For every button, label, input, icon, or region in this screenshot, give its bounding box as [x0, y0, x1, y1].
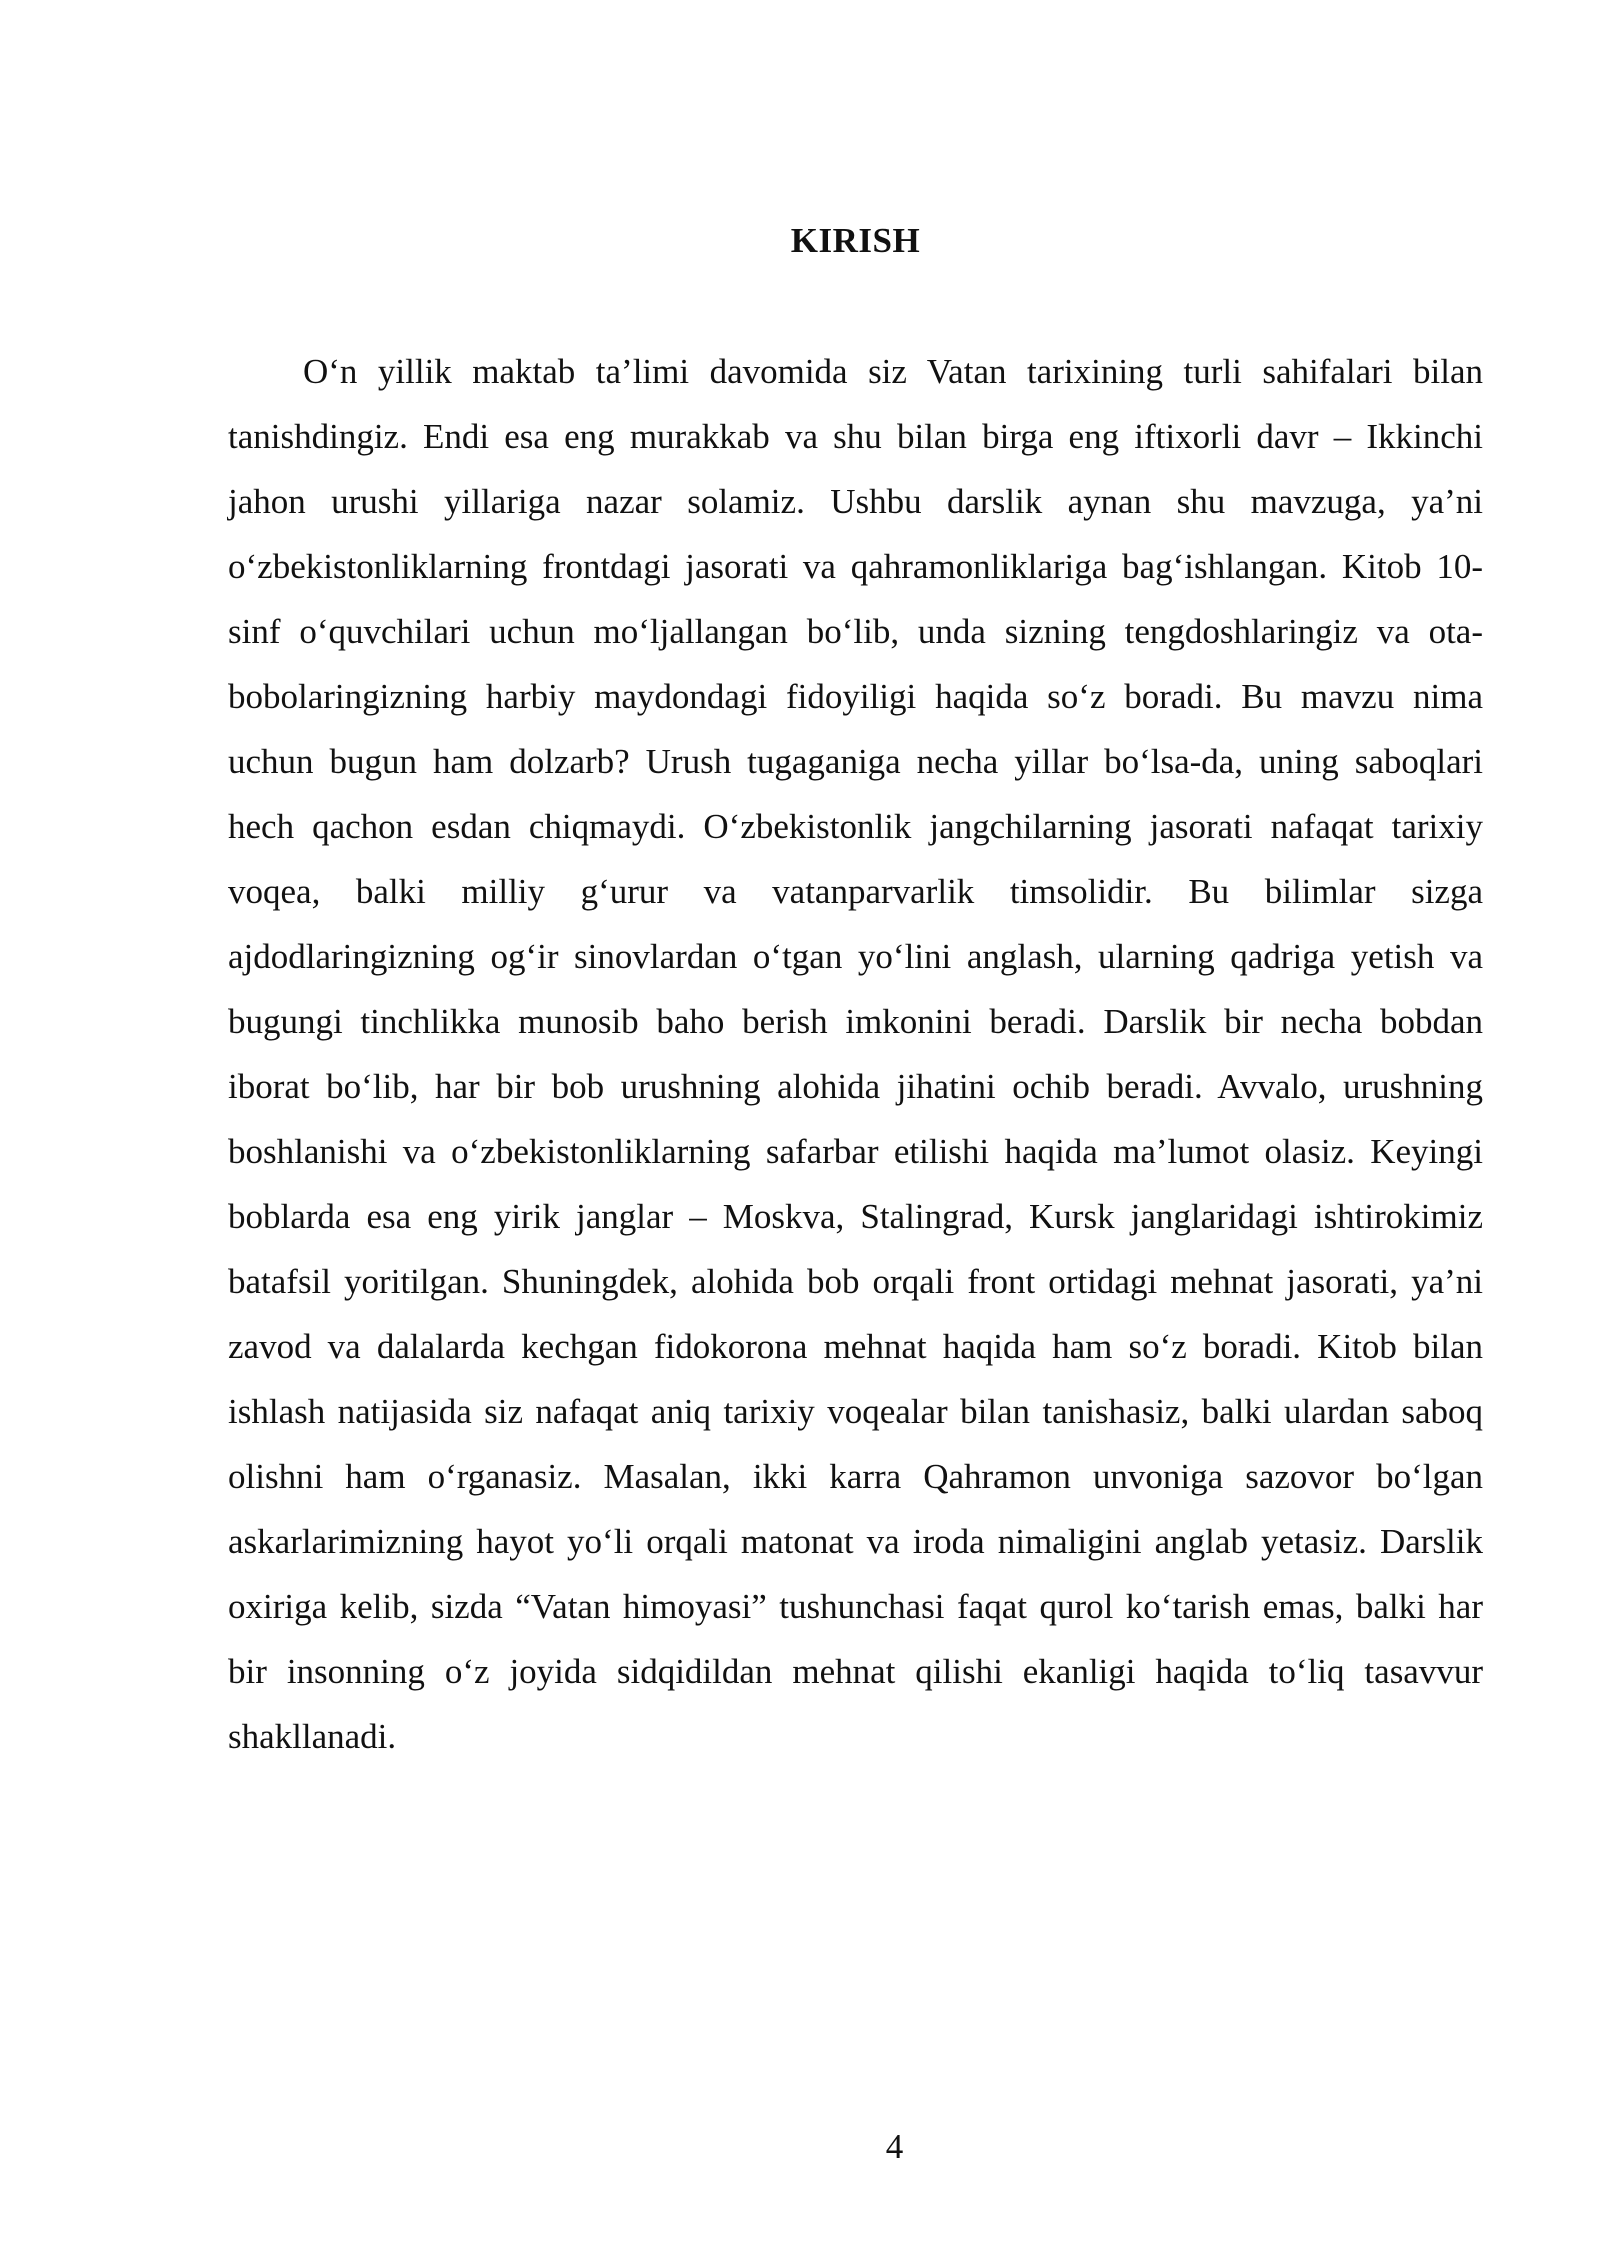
body-paragraph: O‘n yillik maktab ta’limi davomida siz Vatan tarixining turli sahifalari bilan tanishdingiz. Endi esa eng murakkab va shu bilan birga eng iftixorli davr – Ikkinchi jahon urushi yillariga nazar solamiz. Ushbu darslik aynan shu mavzuga, ya’ni o‘zbekistonliklarning frontdagi jasorati va qahramonliklariga bag‘ishlangan. Kitob 10-sinf o‘quvchilari uchun mo‘ljallangan bo‘lib, unda sizning tengdoshlaringiz va ota-bobolaringizning harbiy maydondagi fidoyiligi haqida so‘z boradi. Bu mavzu nima uchun bugun ham dolzarb? Urush tugaganiga necha yillar bo‘lsa-da, uning saboqlari hech qachon esdan chiqmaydi. O‘zbekistonlik jangchilarning jasorati nafaqat tarixiy voqea, balki milliy g‘urur va vatanparvarlik timsolidir. Bu bilimlar sizga ajdodlaringizning og‘ir sinovlardan o‘tgan yo‘lini anglash, ularning qadriga yetish va bugungi tinchlikka munosib baho berish imkonini beradi. Darslik bir necha bobdan iborat bo‘lib, har bir bob urushning alohida jihatini ochib beradi. Avvalo, urushning boshlanishi va o‘zbekistonliklarning safarbar etilishi haqida ma’lumot olasiz. Keyingi boblarda esa eng yirik janglar – Moskva, Stalingrad, Kursk janglaridagi ishtirokimiz batafsil yoritilgan. Shuningdek, alohida bob orqali front ortidagi mehnat jasorati, ya’ni zavod va dalalarda kechgan fidokorona mehnat haqida ham so‘z boradi. Kitob bilan ishlash natijasida siz nafaqat aniq tarixiy voqealar bilan tanishasiz, balki ulardan saboq olishni ham o‘rganasiz. Masalan, ikki karra Qahramon unvoniga sazovor bo‘lgan askarlarimizning hayot yo‘li orqali matonat va iroda nimaligini anglab yetasiz. Darslik oxiriga kelib, sizda “Vatan himoyasi” tushunchasi faqat qurol ko‘tarish emas, balki har bir insonning o‘z joyida sidqidildan mehnat qilishi ekanligi haqida to‘liq tasavvur shakllanadi.	[228, 352, 1483, 1756]
page-number: 4	[885, 2127, 904, 2166]
section-heading: KIRISH	[790, 221, 921, 260]
